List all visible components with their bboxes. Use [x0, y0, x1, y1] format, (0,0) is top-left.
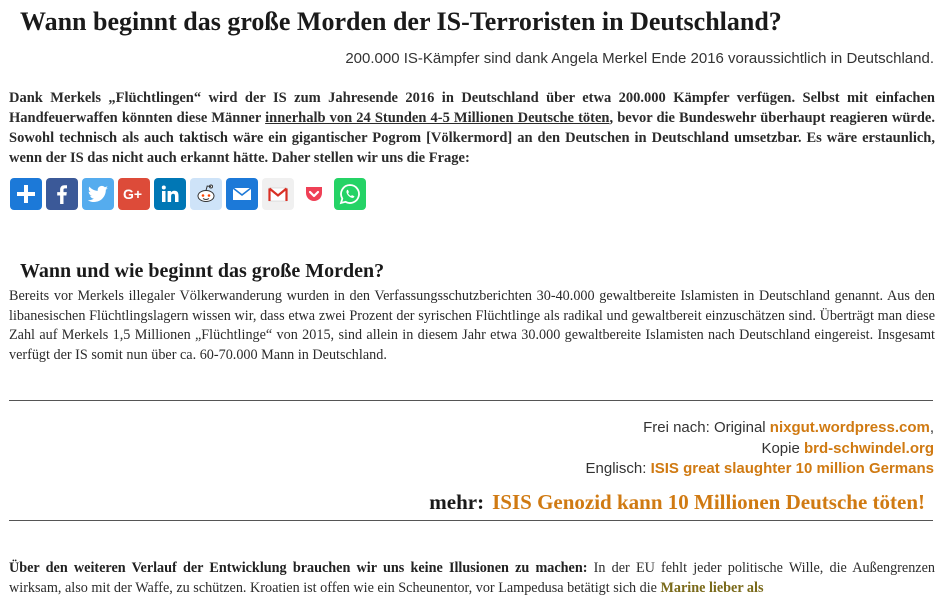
intro-underlined-text: innerhalb von 24 Stunden 4-5 Millionen Deutsche töten	[265, 110, 610, 126]
intro-paragraph	[9, 88, 935, 168]
linkedin-icon	[158, 182, 182, 206]
section-paragraph: Bereits vor Merkels illegaler Völkerwanderung wurden in den Verfassungsschutzberichten 30-40.000 gewaltbereite Islamisten in Deutschland genannt. Aus den libanesischen Flüchtlingslagern wissen wir, dass etwa zwei Prozent der syrischen Flüchtlinge als radikal und gewaltbereit einzuschätzen sind. Überträgt man diese Zahl auf Merkels 1,5 Millionen „Flüchtlinge“ von 2015, sind allein in diesem Jahr etwa 30.000 gewaltbereite Islamisten nach Deutschland eingereist. Insgesamt verfügt der IS somit nun über ca. 60-70.000 Mann in Deutschland.	[9, 288, 935, 363]
footer-lead: Über den weiteren Verlauf der Entwicklung brauchen wir uns keine Illusionen zu machen:	[9, 560, 588, 576]
pocket-icon	[302, 182, 326, 206]
credit-copy-link[interactable]: brd-schwindel.org	[803, 439, 934, 457]
article-title: Wann beginnt das große Morden der IS-Terroristen in Deutschland?	[20, 7, 782, 36]
section-heading: Wann und wie beginnt das große Morden?	[20, 260, 385, 282]
share-email-button[interactable]	[226, 178, 258, 210]
more-link-line	[429, 490, 925, 515]
footer-paragraph	[9, 558, 935, 598]
credit-english-prefix: Englisch:	[585, 460, 651, 477]
footer-text: In der EU fehlt jeder politische Wille, die Außengrenzen wirksam, also mit der Waffe, zu schützen. Kroatien ist offen wie ein Scheunentor, vor Lampedusa betätigt sich die	[9, 560, 935, 596]
google-plus-icon	[122, 182, 146, 206]
footer-link[interactable]: Marine lieber als	[660, 580, 764, 596]
credit-original-link[interactable]: nixgut.wordpress.com	[769, 419, 930, 436]
credit-english-link[interactable]: ISIS great slaughter 10 million Germans	[650, 460, 934, 477]
twitter-icon	[86, 182, 110, 206]
whatsapp-icon	[338, 182, 362, 206]
divider-top	[9, 400, 933, 401]
intro-text-2: , bevor die Bundeswehr überhaupt reagieren würde. Sowohl technisch als auch taktisch wäre ein gigantischer Pogrom [Völkermord] an den Deutschen in Deutschland umsetzbar. Es wäre erstaunlich, wenn der IS das nicht auch erkannt hätte. Daher stellen wir uns die Frage:	[9, 110, 935, 166]
intro-text-1: Dank Merkels „Flüchtlingen“ wird der IS zum Jahresende 2016 in Deutschland über etwa 200.000 Kämpfer verfügen. Selbst mit einfachen Handfeuerwaffen könnten diese Männer	[9, 90, 935, 126]
share-plus-button[interactable]	[10, 178, 42, 210]
divider-bottom	[9, 520, 933, 521]
credit-english	[586, 459, 934, 480]
gmail-icon	[266, 182, 290, 206]
share-linkedin-button[interactable]	[154, 178, 186, 210]
share-pocket-button[interactable]	[298, 178, 330, 210]
credit-copy	[586, 439, 934, 460]
share-gmail-button[interactable]	[262, 178, 294, 210]
share-facebook-button[interactable]	[46, 178, 78, 210]
share-twitter-button[interactable]	[82, 178, 114, 210]
facebook-icon	[50, 182, 74, 206]
plus-icon	[14, 182, 38, 206]
article-subtitle: 200.000 IS-Kämpfer sind dank Angela Merkel Ende 2016 voraussichtlich in Deutschland.	[345, 50, 934, 67]
share-bar	[10, 178, 366, 210]
email-icon	[230, 182, 254, 206]
share-reddit-button[interactable]	[190, 178, 222, 210]
share-whatsapp-button[interactable]	[334, 178, 366, 210]
share-google-plus-button[interactable]	[118, 178, 150, 210]
source-credits	[586, 418, 934, 480]
more-link[interactable]: ISIS Genozid kann 10 Millionen Deutsche töten!	[492, 490, 925, 514]
credit-original-prefix: Frei nach: Original	[643, 419, 770, 436]
reddit-icon	[194, 182, 218, 206]
svg-text:G+: G+	[123, 186, 143, 202]
more-label: mehr:	[429, 490, 485, 514]
credit-original-suffix: ,	[929, 419, 934, 436]
credit-copy-prefix: Kopie	[761, 439, 804, 457]
credit-original	[586, 418, 934, 439]
